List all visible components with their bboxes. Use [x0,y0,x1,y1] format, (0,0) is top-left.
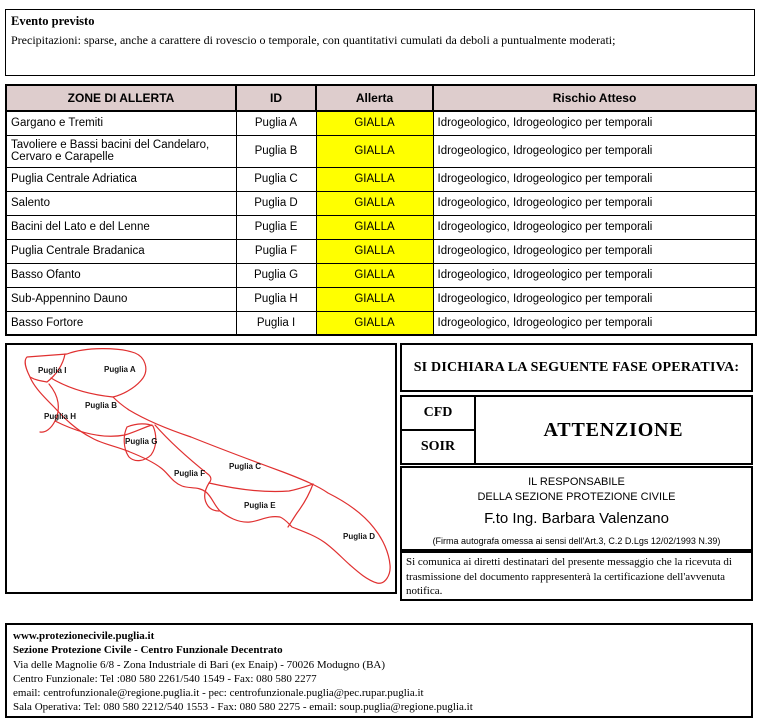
table-row [6,263,756,287]
table-header-row [6,85,756,111]
map-region-outline [25,349,390,584]
phase-value-cell: ATTENZIONE [475,396,752,464]
zone-cell: Bacini del Lato e del Lenne [6,215,236,239]
header-id: ID [236,85,316,111]
map-label: Puglia H [44,412,77,421]
alert-level-cell: GIALLA [316,287,433,311]
footer-website: www.protezionecivile.puglia.it [13,630,155,642]
map-label: Puglia F [174,469,206,478]
risk-cell: Idrogeologico, Idrogeologico per temporali [433,191,756,215]
risk-cell: Idrogeologico, Idrogeologico per temporali [433,167,756,191]
risk-cell: Idrogeologico, Idrogeologico per temporali [433,287,756,311]
table-row [6,311,756,335]
table-row [6,191,756,215]
id-cell: Puglia F [236,239,316,263]
risk-cell: Idrogeologico, Idrogeologico per temporali [433,111,756,135]
operational-phase-grid [400,395,753,463]
id-cell: Puglia H [236,287,316,311]
footer-phone-centro: Centro Funzionale: Tel :080 580 2261/540 1549 - Fax: 080 580 2277 [13,672,317,685]
alert-level-cell: GIALLA [316,167,433,191]
map-label: Puglia E [244,501,276,510]
signature-block [400,466,753,551]
table-row [6,239,756,263]
table-row [6,215,756,239]
soir-cell: SOIR [401,430,475,464]
zone-cell: Basso Fortore [6,311,236,335]
risk-cell: Idrogeologico, Idrogeologico per temporali [433,263,756,287]
map-label: Puglia G [125,437,158,446]
map-label: Puglia D [343,532,376,541]
zone-cell: Puglia Centrale Adriatica [6,167,236,191]
zone-cell: Basso Ofanto [6,263,236,287]
alert-level-cell: GIALLA [316,311,433,335]
id-cell: Puglia I [236,311,316,335]
map-label: Puglia B [85,401,118,410]
risk-cell: Idrogeologico, Idrogeologico per temporali [433,311,756,335]
map-label: Puglia C [229,462,262,471]
footer-email: email: centrofunzionale@regione.puglia.it - pec: centrofunzionale.puglia@pec.rupar.puglia.it [13,687,424,700]
zone-cell: Salento [6,191,236,215]
id-cell: Puglia B [236,135,316,167]
map-boundary-zone-a-b [51,378,113,397]
forecast-event-box [5,9,755,76]
alert-level-cell: GIALLA [316,191,433,215]
table-row [6,135,756,167]
risk-cell: Idrogeologico, Idrogeologico per temporali [433,215,756,239]
cfd-cell: CFD [401,396,475,430]
map-boundary-zone-b-south [55,421,152,436]
table-row [6,167,756,191]
signature-name: F.to Ing. Barbara Valenzano [484,510,669,527]
forecast-event-title: Evento previsto [11,14,95,28]
puglia-zones-map [5,343,397,594]
id-cell: Puglia E [236,215,316,239]
id-cell: Puglia G [236,263,316,287]
table-row [6,287,756,311]
table-row [6,111,756,135]
zone-cell: Puglia Centrale Bradanica [6,239,236,263]
id-cell: Puglia C [236,167,316,191]
header-alert: Allerta [316,85,433,111]
puglia-map-svg [7,345,395,592]
zone-cell: Tavoliere e Bassi bacini del Candelaro, Cervaro e Carapelle [6,135,236,167]
header-risk: Rischio Atteso [433,85,756,111]
alert-level-cell: GIALLA [316,135,433,167]
map-label: Puglia A [104,365,136,374]
alert-level-cell: GIALLA [316,215,433,239]
alert-level-cell: GIALLA [316,239,433,263]
alert-zones-table [5,84,757,336]
map-label: Puglia I [38,366,67,375]
risk-cell: Idrogeologico, Idrogeologico per temporali [433,135,756,167]
alert-level-cell: GIALLA [316,263,433,287]
signature-role-line2: DELLA SEZIONE PROTEZIONE CIVILE [477,491,676,503]
risk-cell: Idrogeologico, Idrogeologico per temporali [433,239,756,263]
id-cell: Puglia A [236,111,316,135]
operational-phase-title: SI DICHIARA LA SEGUENTE FASE OPERATIVA: [400,343,753,392]
forecast-event-description: Precipitazioni: sparse, anche a carattere di rovescio o temporale, con quantitativi cumulati da deboli a puntualmente moderati; [11,33,616,47]
footer-sala-operativa: Sala Operativa: Tel: 080 580 2212/540 1553 - Fax: 080 580 2275 - email: soup.puglia@regione.puglia.it [13,701,473,714]
zone-cell: Gargano e Tremiti [6,111,236,135]
id-cell: Puglia D [236,191,316,215]
footer-contact-box [5,623,753,718]
zone-cell: Sub-Appennino Dauno [6,287,236,311]
signature-note: (Firma autografa omessa ai sensi dell'Art.3, C.2 D.Lgs 12/02/1993 N.39) [432,536,721,546]
footer-address: Via delle Magnolie 6/8 - Zona Industriale di Bari (ex Enaip) - 70026 Modugno (BA) [13,658,386,671]
signature-role-line1: IL RESPONSABILE [528,476,625,488]
alert-level-cell: GIALLA [316,111,433,135]
transmission-notice: Si comunica ai diretti destinatari del presente messaggio che la ricevuta di trasmissione del documento rappresenterà la certificazione dell'avvenuta notifica. [400,551,753,601]
header-zone: ZONE DI ALLERTA [6,85,236,111]
footer-section: Sezione Protezione Civile - Centro Funzionale Decentrato [13,644,283,657]
map-boundary-zone-e-c [209,483,313,492]
